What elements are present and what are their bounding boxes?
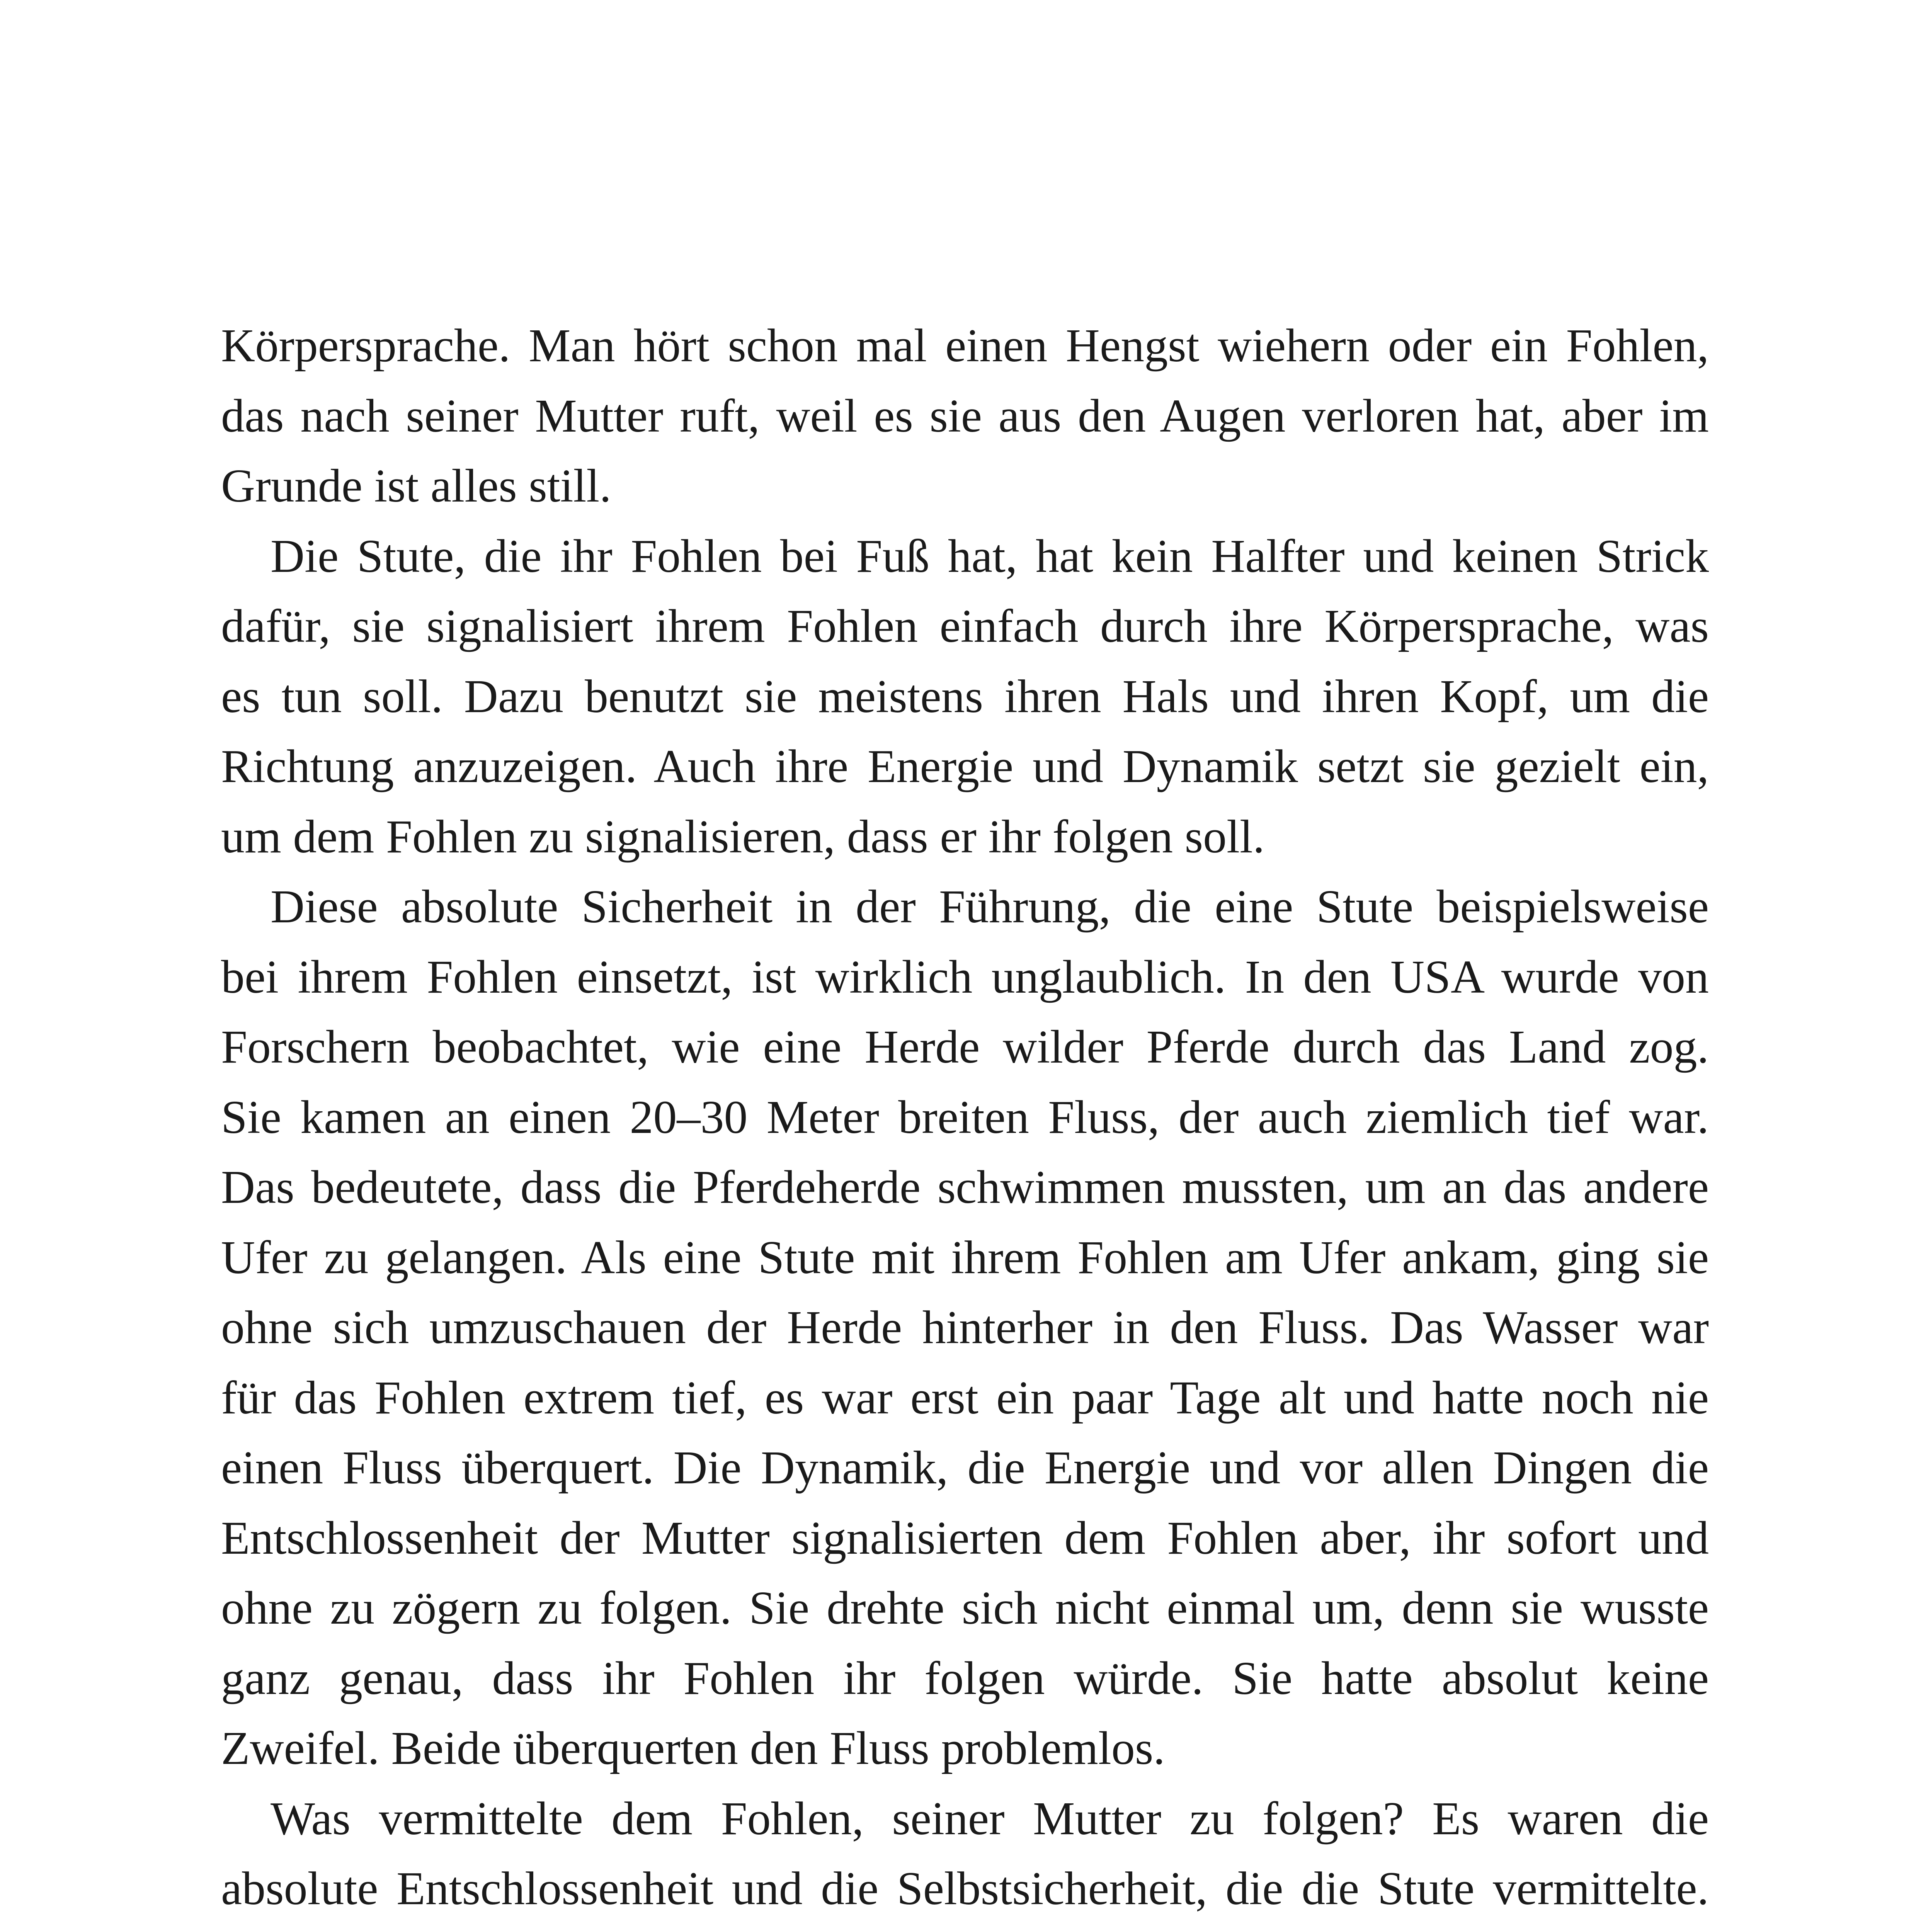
text-line: Diese absolute Sicherheit in der Führung, die eine Stute beispielsweise [271, 881, 1709, 933]
text-line: Die Stute, die ihr Fohlen bei Fuß hat, hat kein Halfter und keinen Strick [271, 530, 1709, 582]
paragraph [221, 521, 1709, 872]
text-line: absolute Entschlossenheit und die Selbstsicherheit, die die Stute vermittelte. [221, 1862, 1709, 1915]
text-line: ohne zu zögern zu folgen. Sie drehte sich nicht einmal um, denn sie wusste [221, 1582, 1709, 1634]
text-line: Entschlossenheit der Mutter signalisierten dem Fohlen aber, ihr sofort und [221, 1512, 1709, 1564]
text-line: Körpersprache. Man hört schon mal einen Hengst wiehern oder ein Fohlen, [221, 320, 1709, 372]
body-text [221, 311, 1709, 1932]
text-line [221, 1924, 1709, 1932]
text-line: um dem Fohlen zu signalisieren, dass er ihr folgen soll. [221, 810, 1265, 863]
text-line: dafür, sie signalisiert ihrem Fohlen einfach durch ihre Körpersprache, was [221, 600, 1709, 652]
text-line: Das bedeutete, dass die Pferdeherde schwimmen mussten, um an das andere [221, 1161, 1709, 1213]
paragraph [221, 1784, 1709, 1932]
text-line: ohne sich umzuschauen der Herde hinterher in den Fluss. Das Wasser war [221, 1301, 1709, 1354]
text-line: Sie kamen an einen 20–30 Meter breiten Fluss, der auch ziemlich tief war. [221, 1091, 1709, 1143]
text-line: Forschern beobachtet, wie eine Herde wilder Pferde durch das Land zog. [221, 1021, 1709, 1073]
paragraph [221, 311, 1709, 521]
text-line: bei ihrem Fohlen einsetzt, ist wirklich unglaublich. In den USA wurde von [221, 951, 1709, 1003]
text-line: das nach seiner Mutter ruft, weil es sie aus den Augen verloren hat, aber im [221, 389, 1709, 442]
text-line: Richtung anzuzeigen. Auch ihre Energie und Dynamik setzt sie gezielt ein, [221, 740, 1709, 793]
text-line: für das Fohlen extrem tief, es war erst ein paar Tage alt und hatte noch nie [221, 1371, 1709, 1424]
paragraph [221, 872, 1709, 1784]
text-line: Zweifel. Beide überquerten den Fluss problemlos. [221, 1722, 1165, 1774]
text-line: Ufer zu gelangen. Als eine Stute mit ihrem Fohlen am Ufer ankam, ging sie [221, 1231, 1709, 1284]
text-line: Was vermittelte dem Fohlen, seiner Mutter zu folgen? Es waren die [271, 1792, 1709, 1845]
text-line: ganz genau, dass ihr Fohlen ihr folgen würde. Sie hatte absolut keine [221, 1652, 1709, 1704]
text-line: Grunde ist alles still. [221, 460, 611, 512]
text-line: einen Fluss überquert. Die Dynamik, die Energie und vor allen Dingen die [221, 1442, 1709, 1494]
text-line: es tun soll. Dazu benutzt sie meistens ihren Hals und ihren Kopf, um die [221, 670, 1709, 723]
